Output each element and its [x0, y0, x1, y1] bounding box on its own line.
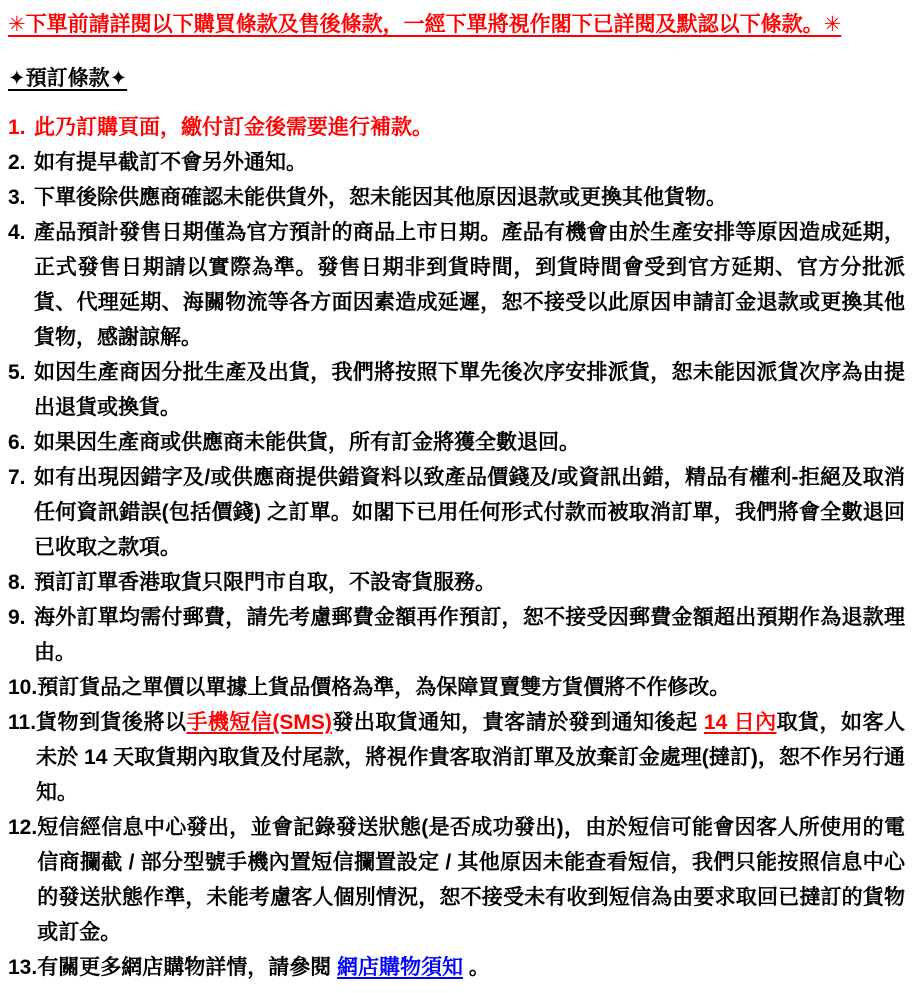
sms-notice-emphasis: 手機短信(SMS) — [186, 711, 332, 734]
term-text: 如因生產商因分批生產及出貨，我們將按照下單先後次序安排派貨，恕未能因派貨次序為由提出退貨或換貨。 — [34, 361, 905, 419]
term-number: 3. — [8, 186, 26, 209]
term-text-segment: 取貨，如客人未於 14 天取貨期內取貨及付尾款，將視作貴客取消訂單及放棄訂金處理(撻訂)，恕不作另行通知。 — [36, 711, 905, 804]
term-text-segment: 發出取貨通知，貴客請於發到通知後起 — [331, 711, 704, 734]
term-item-2 — [8, 145, 905, 180]
term-number: 13. — [8, 956, 38, 979]
term-text-segment: 有關更多網店購物詳情，請參閱 — [37, 956, 338, 979]
term-number: 10. — [8, 676, 38, 699]
term-item-8 — [8, 565, 905, 600]
section-title-text: ✦預訂條款✦ — [8, 67, 128, 90]
term-number: 5. — [8, 361, 26, 384]
term-text: 預訂貨品之單價以單據上貨品價格為準，為保障買賣雙方貨價將不作修改。 — [37, 676, 731, 699]
term-text: 預訂訂單香港取貨只限門市自取，不設寄貨服務。 — [34, 571, 496, 594]
term-item-6 — [8, 425, 905, 460]
term-text — [36, 705, 905, 810]
term-number: 7. — [8, 466, 26, 489]
term-text-segment: 貨物到貨後將以 — [36, 711, 187, 734]
term-text: 此乃訂購頁面，繳付訂金後需要進行補款。 — [34, 116, 433, 139]
term-number: 4. — [8, 221, 26, 244]
term-number: 8. — [8, 571, 26, 594]
term-item-4 — [8, 215, 905, 355]
term-number: 12. — [8, 816, 38, 839]
term-item-7 — [8, 460, 905, 565]
term-text: 如有提早截訂不會另外通知。 — [34, 151, 307, 174]
terms-list — [8, 110, 905, 985]
term-number: 1. — [8, 116, 26, 139]
term-text — [37, 950, 905, 985]
term-text-segment: 。 — [463, 956, 490, 979]
term-item-1 — [8, 110, 905, 145]
term-item-12 — [8, 810, 905, 950]
term-text: 如果因生產商或供應商未能供貨，所有訂金將獲全數退回。 — [34, 431, 580, 454]
term-text: 如有出現因錯字及/或供應商提供錯資料以致產品價錢及/或資訊出錯，精品有權利-拒絕及取消任何資訊錯誤(包括價錢) 之訂單。如閣下已用任何形式付款而被取消訂單，我們將會全數退回已收取之款項。 — [34, 466, 905, 559]
term-text: 海外訂單均需付郵費，請先考慮郵費金額再作預訂，恕不接受因郵費金額超出預期作為退款理由。 — [34, 606, 905, 664]
term-number: 9. — [8, 606, 26, 629]
shop-guide-link[interactable]: 網店購物須知 — [337, 956, 464, 979]
pickup-deadline-emphasis: 14 日內 — [703, 711, 777, 734]
term-number: 2. — [8, 151, 26, 174]
term-item-5 — [8, 355, 905, 425]
term-item-3 — [8, 180, 905, 215]
term-item-11 — [8, 705, 905, 810]
term-number: 6. — [8, 431, 26, 454]
term-item-9 — [8, 600, 905, 670]
term-number: 11. — [8, 711, 37, 734]
term-item-13 — [8, 950, 905, 985]
purchase-notice-header: ✳下單前請詳閱以下購買條款及售後條款，一經下單將視作閣下已詳閱及默認以下條款。✳ — [8, 13, 842, 36]
section-title — [8, 64, 905, 94]
term-text: 產品預計發售日期僅為官方預計的商品上市日期。產品有機會由於生產安排等原因造成延期，正式發售日期請以實際為準。發售日期非到貨時間，到貨時間會受到官方延期、官方分批派貨、代理延期、海關物流等各方面因素造成延遲，恕不接受以此原因申請訂金退款或更換其他貨物，感謝諒解。 — [34, 221, 905, 349]
term-text: 短信經信息中心發出，並會記錄發送狀態(是否成功發出)，由於短信可能會因客人所使用的電信商攔截 / 部分型號手機內置短信攔置設定 / 其他原因未能查看短信，我們只能按照信息中心的發送狀態作準，未能考慮客人個別情況，恕不接受未有收到短信為由要求取回已撻訂的貨物或訂金。 — [37, 816, 905, 944]
term-item-10 — [8, 670, 905, 705]
term-text: 下單後除供應商確認未能供貨外，恕未能因其他原因退款或更換其他貨物。 — [34, 186, 727, 209]
